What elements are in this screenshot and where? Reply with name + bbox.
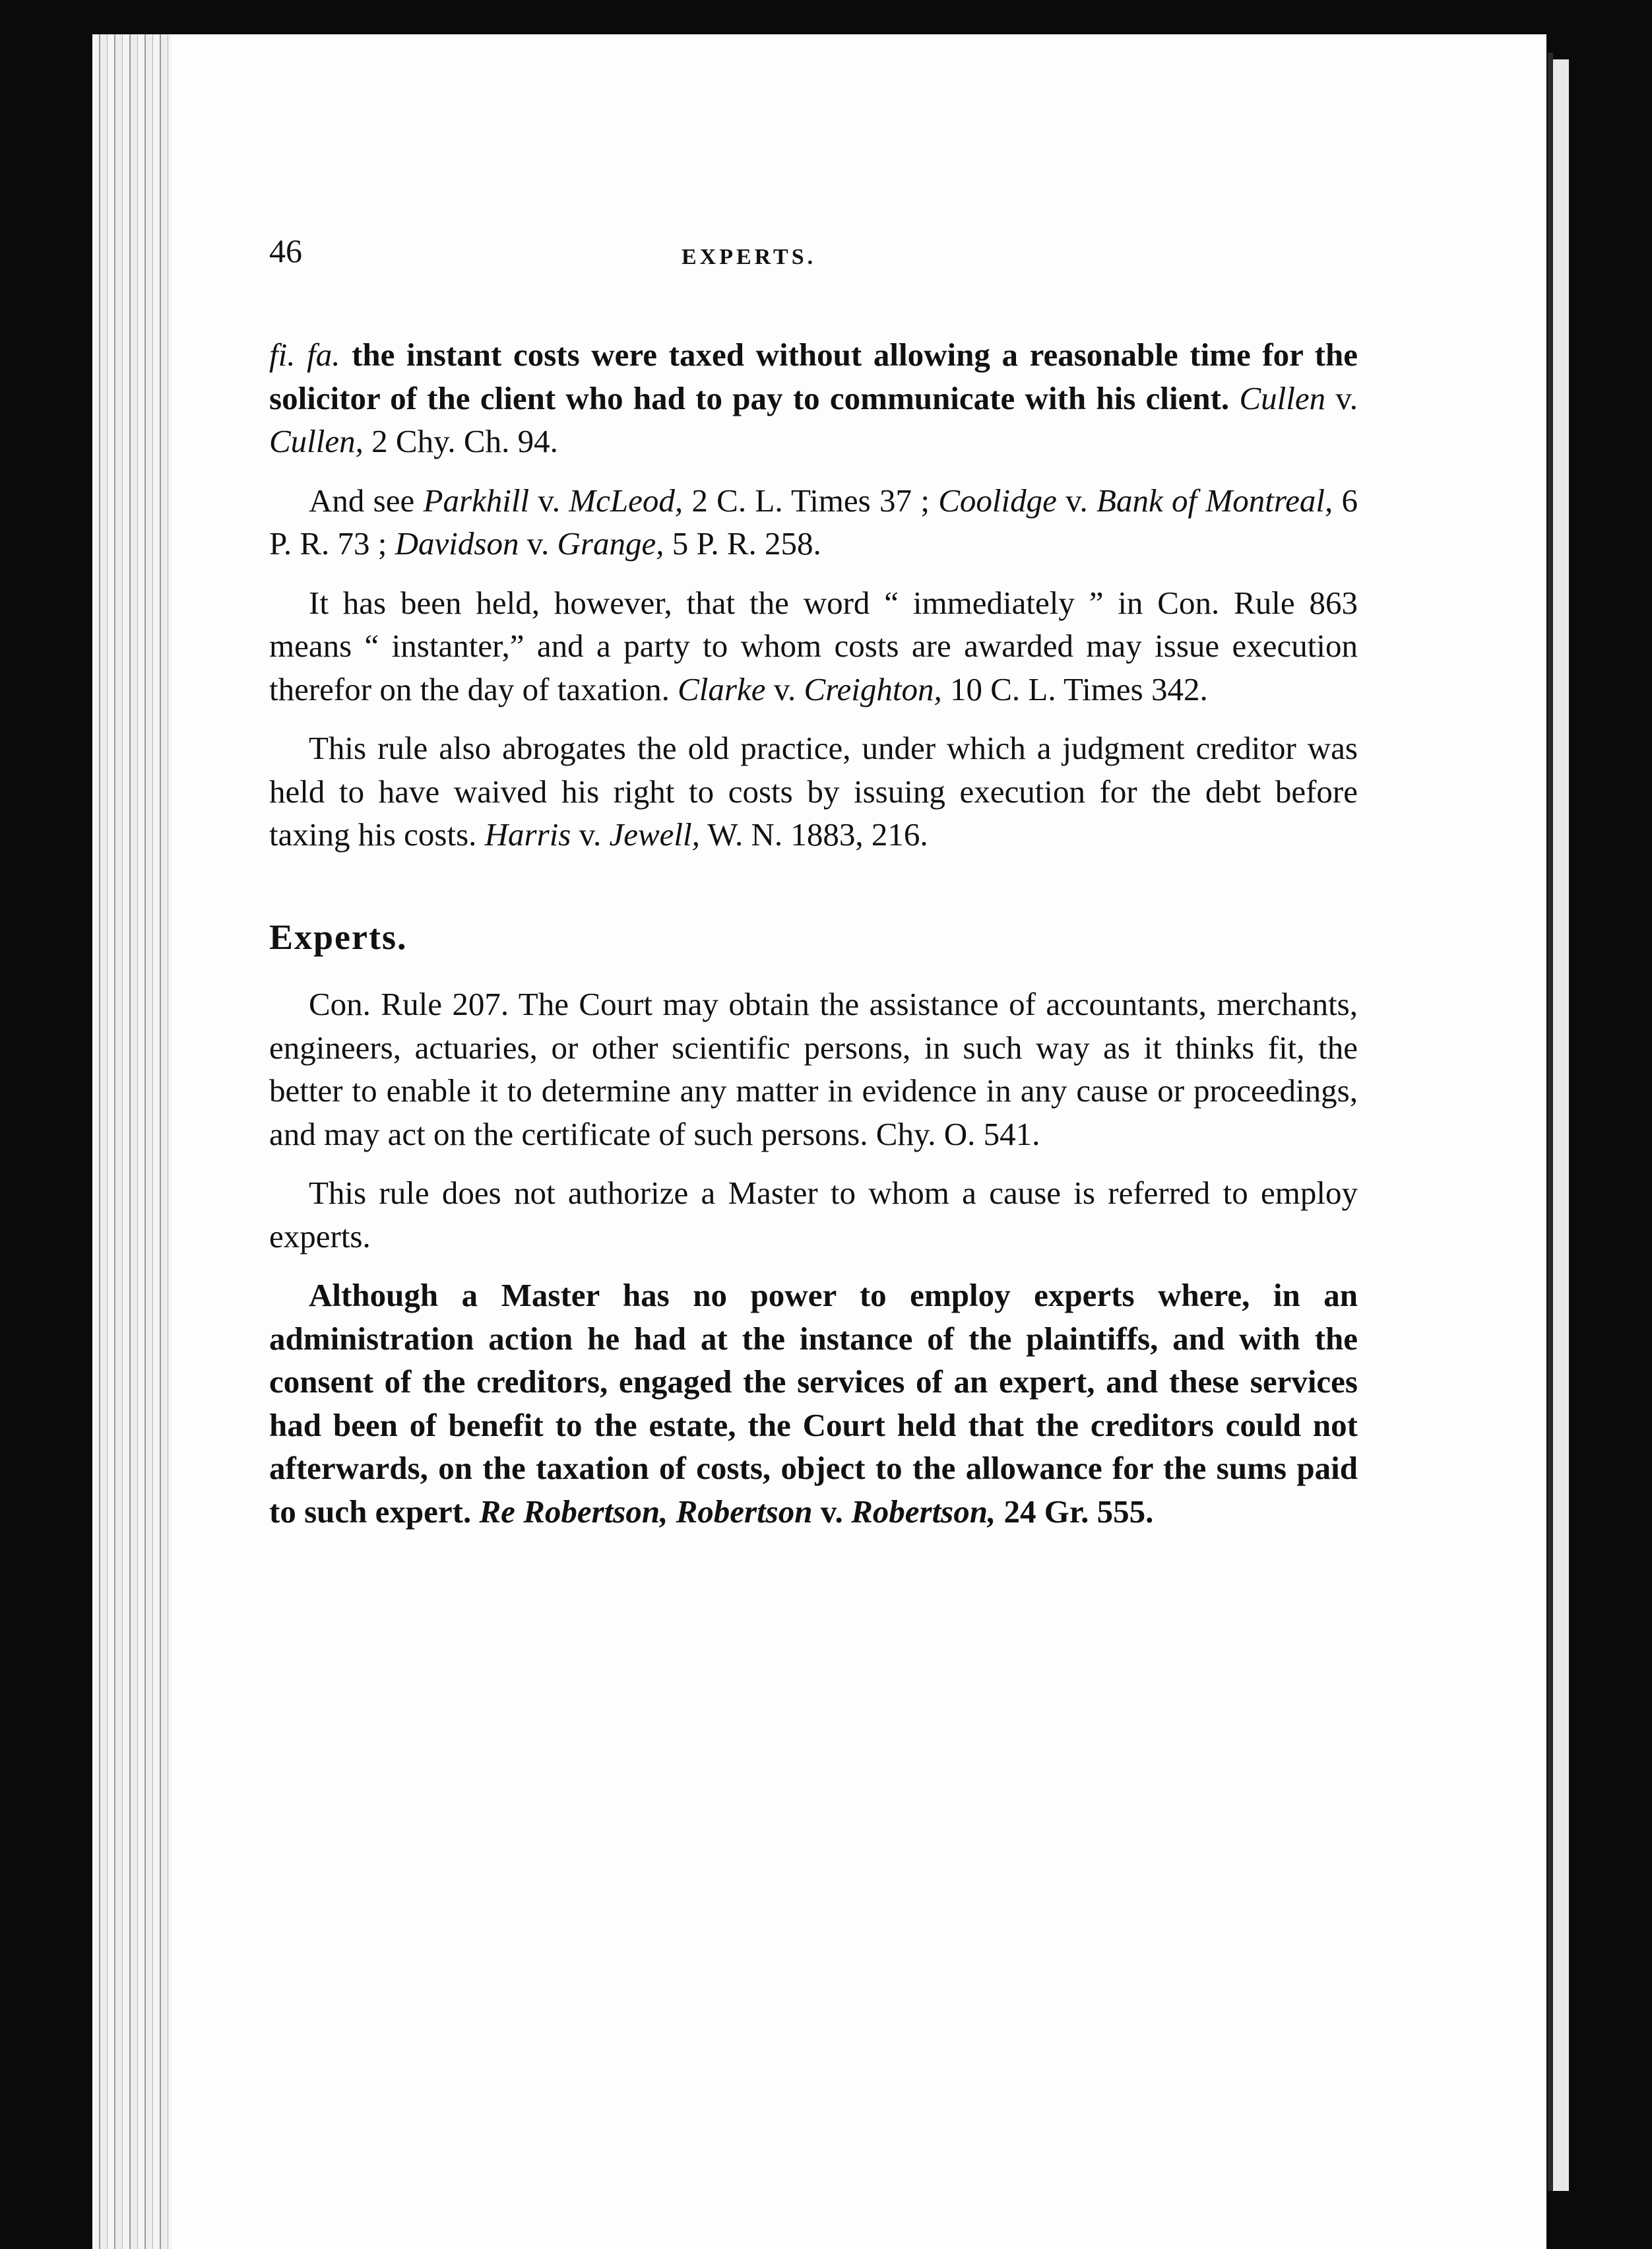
paragraph <box>269 1171 1358 1258</box>
page-body <box>269 333 1358 1549</box>
text-run: McLeod, <box>569 482 683 519</box>
text-run: 6 P. R. 73 ; <box>269 482 1358 562</box>
paragraphs-before-heading <box>269 333 1358 857</box>
text-run: Although a Master has no power to employ experts where, in an administration action he had at the instance of the plaintiffs, and with the consent of the creditors, engaged the services of an expert, and these services had been of benefit to the estate, the Court held that the creditors could not afterwards, on the taxation of costs, object to the allowance for the sums paid to such expert. <box>269 1277 1358 1530</box>
paragraph <box>269 479 1358 566</box>
text-run: 2 Chy. Ch. 94. <box>363 423 558 459</box>
scan-border-left <box>0 0 92 2249</box>
text-run: v. <box>529 482 569 519</box>
text-run: 2 C. L. Times 37 ; <box>683 482 939 519</box>
text-run: Clarke <box>678 670 766 707</box>
text-run: v. <box>765 670 804 707</box>
text-run: Creighton, <box>804 670 942 707</box>
text-run: This rule also abrogates the old practice, under which a judgment creditor was held to have waived his right to costs by issuing execution for the debt before taxing his costs. <box>269 730 1358 853</box>
text-run: v. <box>571 816 610 853</box>
paragraph <box>269 581 1358 711</box>
text-run: Davidson <box>395 525 519 562</box>
text-run: Robertson, <box>851 1493 996 1530</box>
text-run: v. <box>1325 379 1358 416</box>
text-run: Cullen <box>1239 379 1326 416</box>
page-edges <box>92 34 172 2249</box>
text-run: Grange, <box>557 525 664 562</box>
paragraph <box>269 333 1358 463</box>
text-run: Con. Rule 207. The Court may obtain the assistance of accountants, merchants, engineers, actuaries, or other scientific persons, in such way as it thinks fit, the better to enable it to determine any matter in evidence in any cause or proceedings, and may act on the certificate of such persons. Chy. O. 541. <box>269 986 1358 1152</box>
text-run: Harris <box>484 816 571 853</box>
text-run: 24 Gr. 555. <box>996 1493 1154 1530</box>
text-run: v. <box>812 1493 852 1530</box>
text-run: This rule does not authorize a Master to whom a cause is referred to employ experts. <box>269 1175 1358 1255</box>
running-head <box>269 224 1358 277</box>
facing-page-edge <box>1553 59 1569 2191</box>
text-run: Re Robertson, Robertson <box>479 1493 813 1530</box>
text-run: Cullen, <box>269 423 364 459</box>
text-run: 5 P. R. 258. <box>664 525 821 562</box>
paragraph <box>269 983 1358 1156</box>
section-heading: Experts. <box>269 917 408 957</box>
scan-border-top <box>0 0 1652 34</box>
text-run: Coolidge <box>938 482 1057 519</box>
text-run: W. N. 1883, 216. <box>699 816 928 853</box>
text-run: 10 C. L. Times 342. <box>941 670 1208 707</box>
running-head-title: EXPERTS. <box>682 245 817 269</box>
text-run: v. <box>1056 482 1097 519</box>
text-run: It has been held, however, that the word “ immediately ” in Con. Rule 863 means “ instanter,” and a party to whom costs are awarded may issue execution therefor on the day of taxation. <box>269 584 1358 707</box>
text-run: Jewell, <box>609 816 700 853</box>
text-run: the instant costs were taxed without allowing a reasonable time for the solicitor of the client who had to pay to communicate with his client. <box>269 337 1358 416</box>
text-run: Parkhill <box>423 482 530 519</box>
paragraph <box>269 727 1358 857</box>
text-run: Bank of Montreal, <box>1096 482 1333 519</box>
text-run: fi. fa. <box>269 337 340 373</box>
page-number: 46 <box>269 232 302 269</box>
text-run: And see <box>309 482 424 519</box>
text-run: v. <box>519 525 557 562</box>
facing-page-edge-shadow <box>1548 53 1553 2191</box>
paragraph <box>269 1274 1358 1533</box>
paragraphs-after-heading <box>269 983 1358 1533</box>
